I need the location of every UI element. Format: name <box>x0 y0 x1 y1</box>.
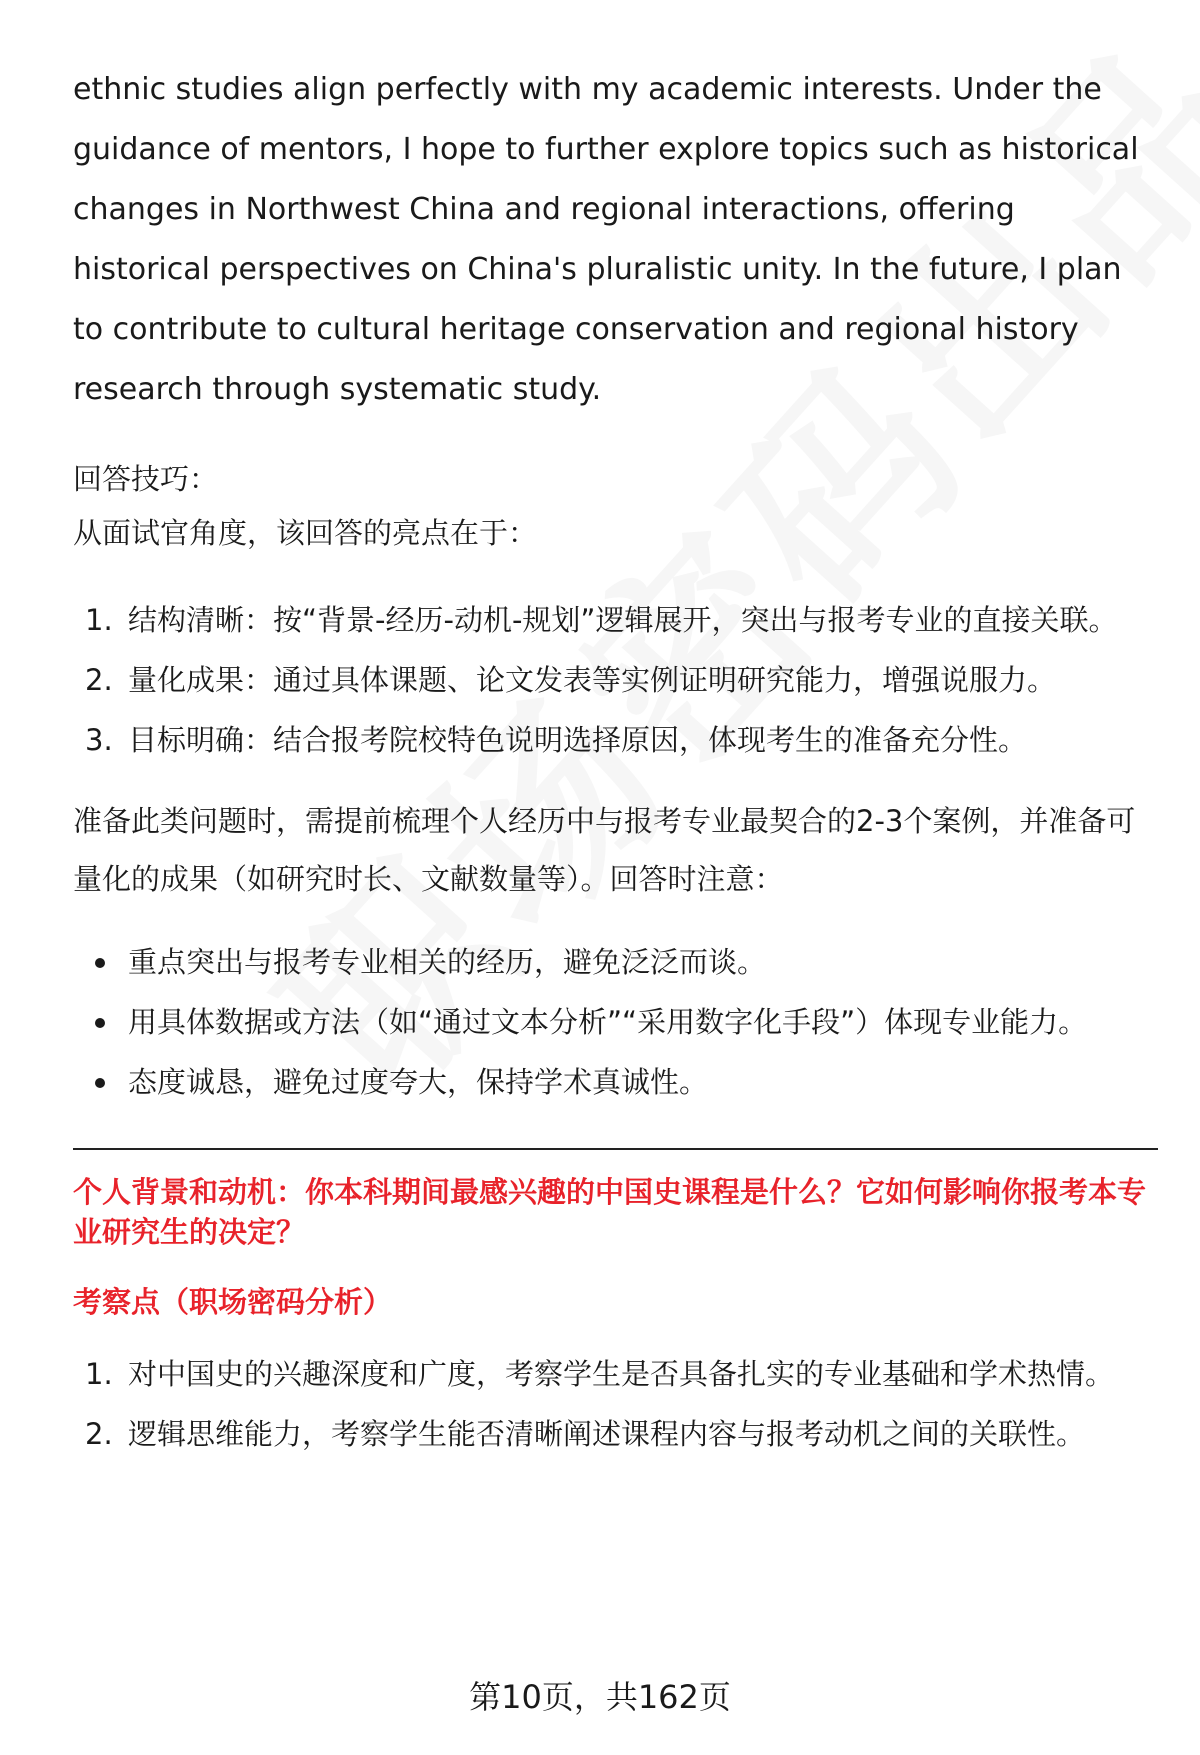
page-footer: 第10页，共162页 <box>469 1678 731 1716</box>
list-item <box>73 992 1133 1052</box>
list-item-text: 对中国史的兴趣深度和广度，考察学生是否具备扎实的专业基础和学术热情。 <box>128 1357 1115 1391</box>
list-item <box>73 1404 1133 1464</box>
list-item-text: 逻辑思维能力，考察学生能否清晰阐述课程内容与报考动机之间的关联性。 <box>128 1417 1086 1451</box>
prep-paragraph: 准备此类问题时，需提前梳理个人经历中与报考专业最契合的2-3个案例，并准备可量化的成果（如研究时长、文献数量等）。回答时注意： <box>73 804 1136 896</box>
question-heading: 个人背景和动机：你本科期间最感兴趣的中国史课程是什么？它如何影响你报考本专业研究生的决定？ <box>73 1175 1147 1249</box>
list-item <box>73 932 1133 992</box>
bullet-list <box>73 932 1133 1112</box>
tips-label: 回答技巧： <box>73 462 219 496</box>
list-item <box>73 590 1133 650</box>
list-number: 3. <box>85 723 113 757</box>
english-paragraph: ethnic studies align perfectly with my academic interests. Under the guidance of mentors, I hope to further explore topics such as historical changes in Northwest China and regional interactions, offering historical perspectives on China's pluralistic unity. In the future, I plan to contribute to cultural heritage conservation and regional history research through systematic study. <box>73 72 1139 407</box>
list-item <box>73 650 1133 710</box>
list-item-text: 量化成果：通过具体课题、论文发表等实例证明研究能力，增强说服力。 <box>128 663 1057 697</box>
highlights-list <box>73 590 1133 770</box>
list-item-text: 态度诚恳，避免过度夸大，保持学术真诚性。 <box>128 1065 709 1099</box>
list-item-text: 用具体数据或方法（如“通过文本分析”“采用数字化手段”）体现专业能力。 <box>128 1005 1088 1039</box>
assessment-list <box>73 1344 1133 1464</box>
bullet-icon <box>95 958 105 968</box>
list-item-text: 结构清晰：按“背景-经历-动机-规划”逻辑展开，突出与报考专业的直接关联。 <box>128 603 1118 637</box>
tips-intro: 从面试官角度，该回答的亮点在于： <box>73 516 538 550</box>
list-number: 1. <box>85 603 113 637</box>
list-item-text: 重点突出与报考专业相关的经历，避免泛泛而谈。 <box>128 945 767 979</box>
list-item <box>73 1052 1133 1112</box>
list-number: 2. <box>85 1417 113 1451</box>
page-content <box>73 60 1158 1464</box>
bullet-icon <box>95 1018 105 1028</box>
list-item <box>73 1344 1133 1404</box>
list-number: 1. <box>85 1357 113 1391</box>
list-number: 2. <box>85 663 113 697</box>
bullet-icon <box>95 1078 105 1088</box>
list-item <box>73 710 1133 770</box>
list-item-text: 目标明确：结合报考院校特色说明选择原因，体现考生的准备充分性。 <box>128 723 1028 757</box>
assessment-heading: 考察点（职场密码分析） <box>73 1285 393 1319</box>
